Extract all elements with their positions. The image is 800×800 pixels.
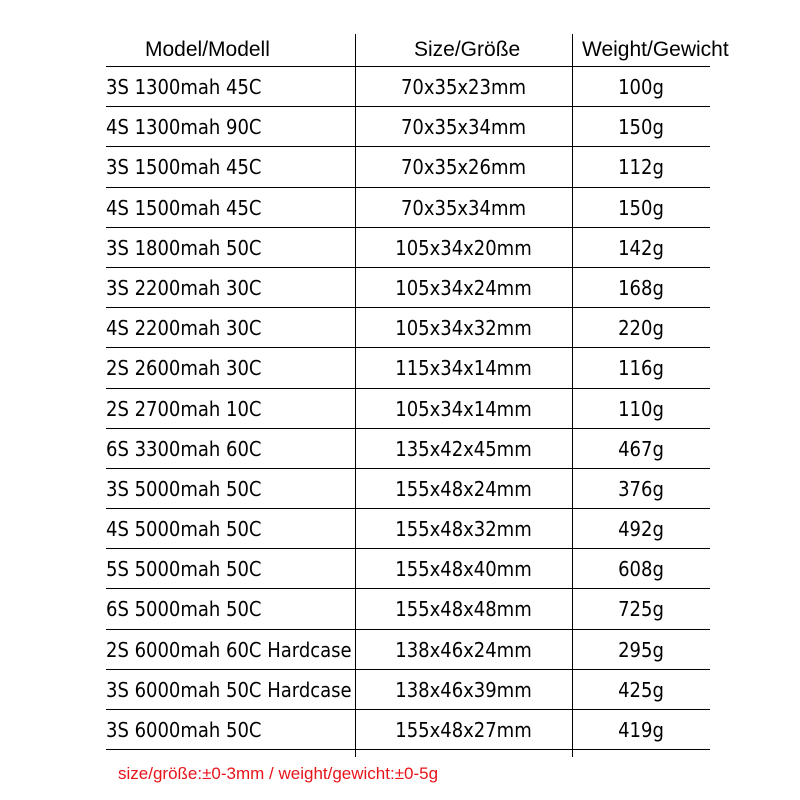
cell-weight: 419g xyxy=(618,718,664,742)
cell-weight: 150g xyxy=(618,195,664,220)
cell-size: 135x42x45mm xyxy=(395,436,532,461)
table-body xyxy=(106,67,710,750)
cell-size: 138x46x24mm xyxy=(395,637,532,662)
table-row xyxy=(106,308,710,348)
cell-size: 155x48x40mm xyxy=(395,557,532,582)
cell-weight: 220g xyxy=(618,316,664,341)
cell-model: 3S 6000mah 50C xyxy=(106,718,262,742)
cell-model: 4S 5000mah 50C xyxy=(106,517,262,542)
cell-weight: 467g xyxy=(618,436,664,461)
table-row xyxy=(106,147,710,187)
table-row xyxy=(106,107,710,147)
cell-model: 3S 5000mah 50C xyxy=(106,476,262,501)
cell-size: 70x35x34mm xyxy=(400,195,527,220)
cell-weight: 425g xyxy=(618,677,664,702)
cell-size: 115x34x14mm xyxy=(395,356,532,381)
table-row xyxy=(106,589,710,629)
cell-weight: 168g xyxy=(618,275,664,300)
cell-model: 2S 2700mah 10C xyxy=(106,396,262,421)
table-row xyxy=(106,429,710,469)
spec-table xyxy=(106,34,729,750)
cell-size: 70x35x26mm xyxy=(400,155,527,180)
table-row xyxy=(106,389,710,429)
table-row xyxy=(106,670,710,710)
cell-weight: 142g xyxy=(618,235,664,260)
cell-size: 105x34x32mm xyxy=(395,316,532,341)
table-row xyxy=(106,348,710,388)
cell-size: 155x48x32mm xyxy=(395,517,532,542)
cell-weight: 110g xyxy=(618,396,664,421)
cell-model: 2S 6000mah 60C Hardcase xyxy=(106,637,352,662)
table-row xyxy=(106,549,710,589)
cell-weight: 112g xyxy=(618,155,664,180)
table-row xyxy=(106,268,710,308)
cell-weight: 150g xyxy=(618,115,664,140)
cell-weight: 295g xyxy=(618,637,664,662)
cell-size: 105x34x14mm xyxy=(395,396,532,421)
cell-model: 6S 3300mah 60C xyxy=(106,436,262,461)
cell-size: 105x34x24mm xyxy=(395,275,532,300)
cell-model: 3S 1800mah 50C xyxy=(106,235,262,260)
tolerance-note: size/größe:±0-3mm / weight/gewicht:±0-5g xyxy=(118,764,439,783)
header-size: Size/Größe xyxy=(414,38,521,61)
cell-weight: 376g xyxy=(618,476,664,501)
table-row xyxy=(106,188,710,228)
cell-model: 3S 1500mah 45C xyxy=(106,155,262,180)
cell-size: 138x46x39mm xyxy=(395,677,532,702)
cell-model: 6S 5000mah 50C xyxy=(106,597,262,622)
cell-size: 155x48x48mm xyxy=(395,597,532,622)
cell-model: 3S 1300mah 45C xyxy=(106,75,262,99)
cell-weight: 100g xyxy=(618,75,664,99)
cell-size: 155x48x27mm xyxy=(395,718,532,742)
cell-model: 5S 5000mah 50C xyxy=(106,557,262,582)
cell-weight: 492g xyxy=(618,517,664,542)
header-model: Model/Modell xyxy=(145,38,270,61)
table-row xyxy=(106,710,710,750)
cell-weight: 116g xyxy=(618,356,664,381)
cell-size: 70x35x23mm xyxy=(400,75,527,99)
cell-weight: 608g xyxy=(618,557,664,582)
table-header xyxy=(106,34,729,67)
cell-model: 2S 2600mah 30C xyxy=(106,356,262,381)
table-row xyxy=(106,67,710,107)
table-row xyxy=(106,509,710,549)
table-row xyxy=(106,630,710,670)
cell-size: 105x34x20mm xyxy=(395,235,532,260)
cell-size: 70x35x34mm xyxy=(400,115,527,140)
cell-model: 4S 2200mah 30C xyxy=(106,316,262,341)
cell-model: 3S 2200mah 30C xyxy=(106,275,262,300)
header-weight: Weight/Gewicht xyxy=(582,38,729,61)
table-row xyxy=(106,228,710,268)
cell-weight: 725g xyxy=(618,597,664,622)
cell-size: 155x48x24mm xyxy=(395,476,532,501)
cell-model: 4S 1300mah 90C xyxy=(106,115,262,140)
cell-model: 3S 6000mah 50C Hardcase xyxy=(106,677,352,702)
cell-model: 4S 1500mah 45C xyxy=(106,195,262,220)
table-row xyxy=(106,469,710,509)
